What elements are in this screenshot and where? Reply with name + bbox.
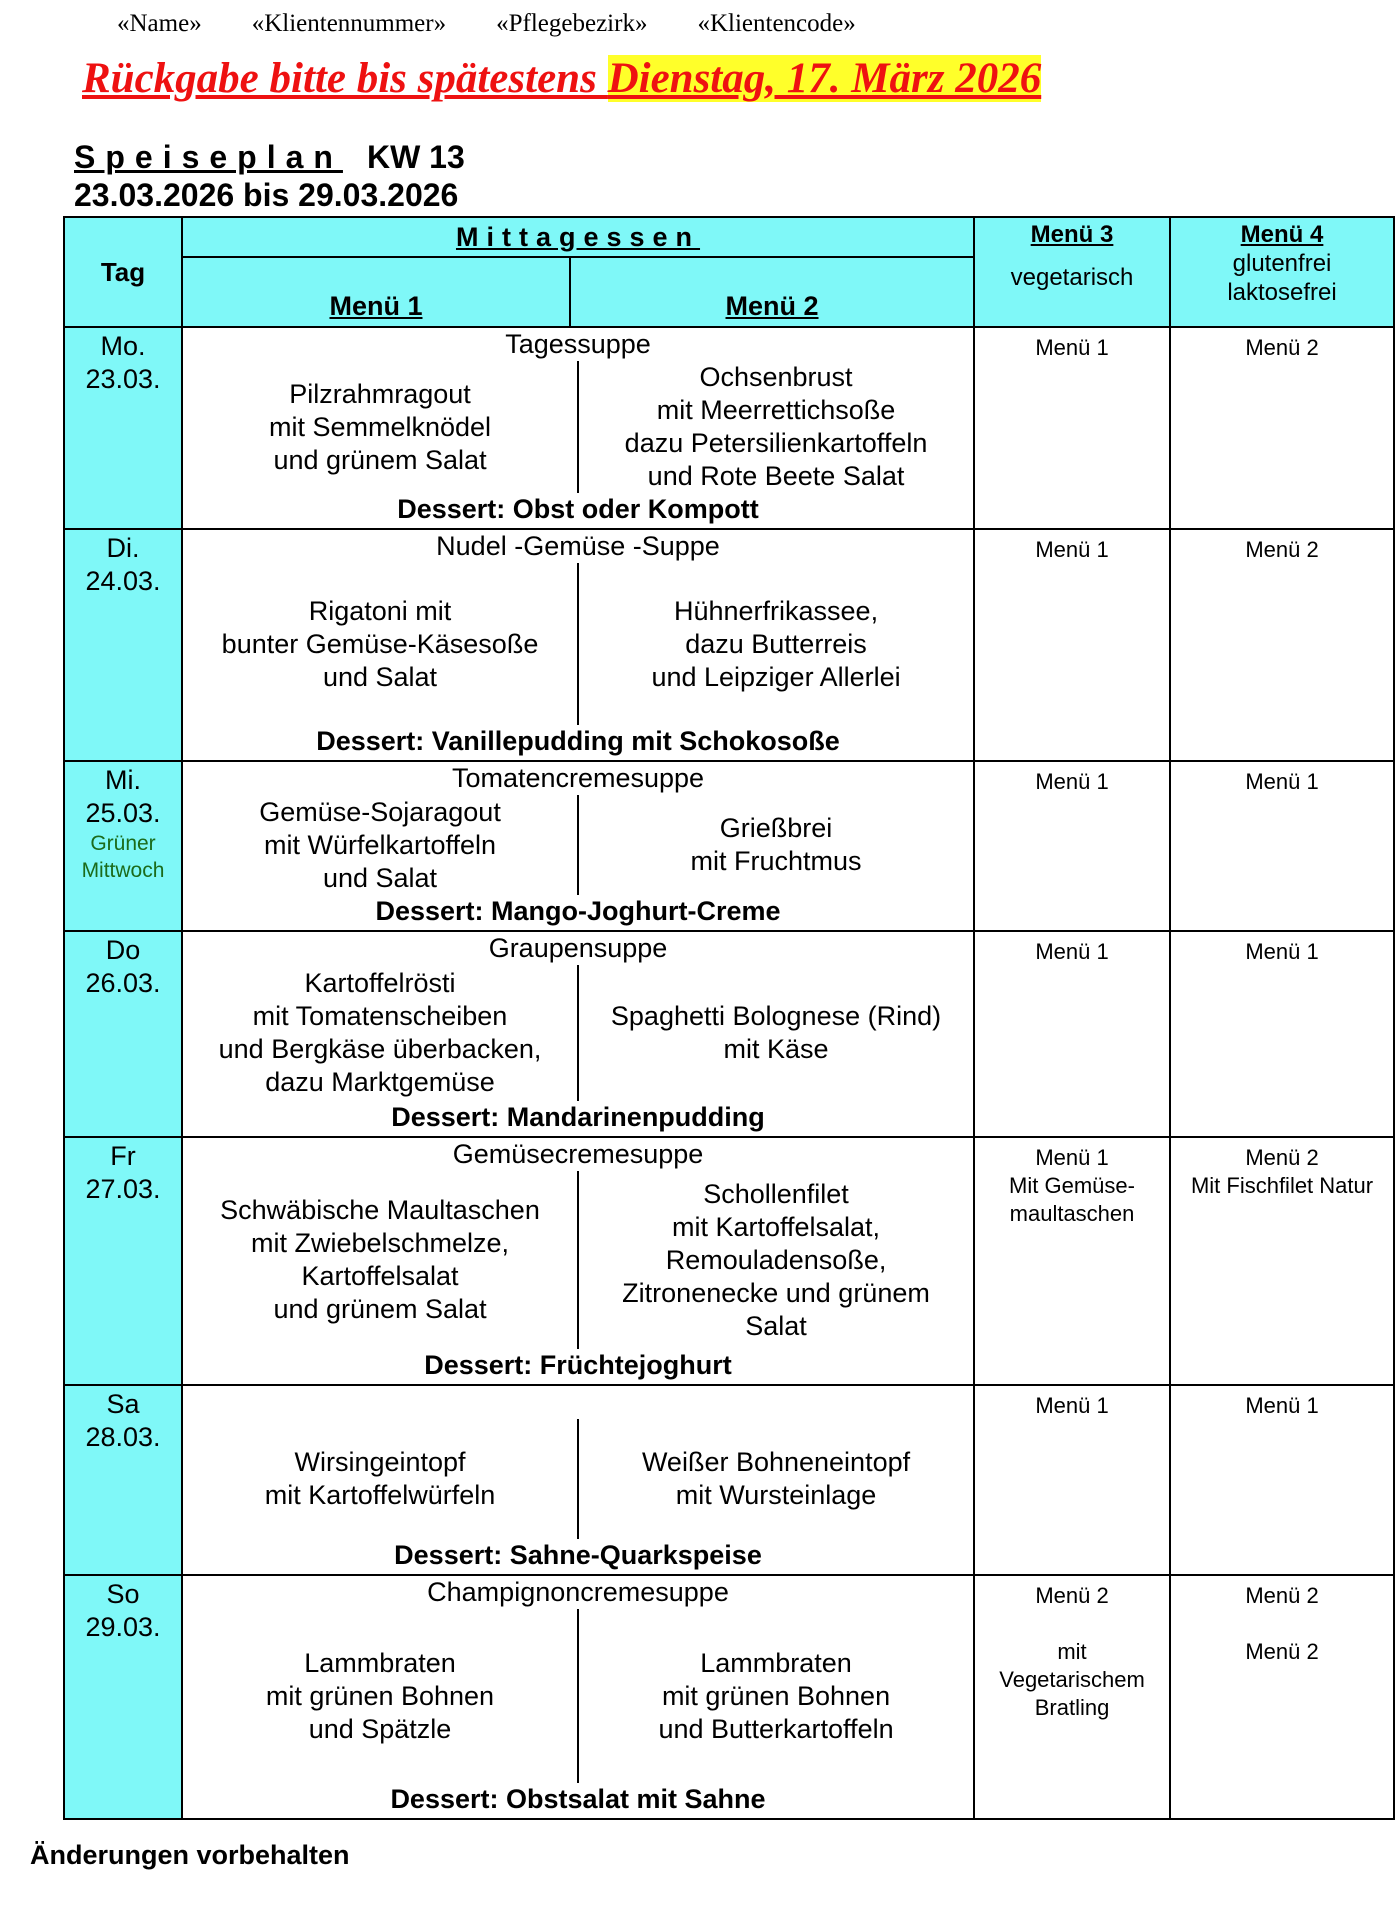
menu4-line: Menü 2 xyxy=(1245,335,1319,360)
menu3-line: Menü 1 xyxy=(1035,1393,1109,1418)
day-date: 27.03. xyxy=(85,1174,161,1204)
dish-line: Lammbraten xyxy=(700,1647,852,1678)
menu4-line: Menü 1 xyxy=(1245,1393,1319,1418)
day-cell xyxy=(64,1385,182,1575)
calendar-week: KW 13 xyxy=(366,139,465,175)
menu3-line: Menü 1 xyxy=(1035,1145,1109,1170)
menu3-line xyxy=(975,1610,1169,1638)
menu4-cell xyxy=(1170,1385,1394,1575)
dish-line: und grünem Salat xyxy=(273,1294,487,1324)
menu3-line: mit xyxy=(1057,1639,1087,1664)
dish-line: mit Semmelknödel xyxy=(268,411,492,442)
menu2-dish xyxy=(579,965,973,1101)
menu1-dish xyxy=(183,1419,579,1539)
dish-line: Kartoffelsalat xyxy=(301,1261,459,1291)
soup xyxy=(183,1386,973,1419)
dish-line: mit Tomatenscheiben xyxy=(252,1001,508,1031)
day-cell xyxy=(64,931,182,1137)
menu4-line xyxy=(1171,1610,1393,1638)
menu3-cell xyxy=(974,761,1170,931)
field-client-code: «Klientencode» xyxy=(697,10,856,37)
dish-line: Spaghetti Bolognese (Rind) xyxy=(610,1001,942,1031)
soup: Nudel -Gemüse -Suppe xyxy=(436,531,720,561)
dish-line: und Leipziger Allerlei xyxy=(651,661,901,692)
menu2-dish xyxy=(579,1171,973,1349)
day-date: 29.03. xyxy=(85,1612,161,1642)
dish-line: Schollenfilet xyxy=(703,1178,849,1209)
dish-line: Kartoffelrösti xyxy=(304,968,456,998)
header-menu2: Menü 2 xyxy=(570,257,974,327)
lunch-cell xyxy=(182,327,974,529)
dessert: Dessert: Vanillepudding mit Schokosoße xyxy=(316,726,840,756)
soup: Tomatencremesuppe xyxy=(451,763,705,793)
dish-line: mit Meerrettichsoße xyxy=(656,395,896,425)
return-notice-prefix: Rückgabe bitte bis spätestens xyxy=(82,55,608,102)
day-date: 25.03. xyxy=(85,798,161,828)
menu2-dish xyxy=(579,1609,973,1783)
menu4-line: Menü 2 xyxy=(1245,1639,1319,1664)
day-cell xyxy=(64,761,182,931)
menu4-line: Menü 2 xyxy=(1245,537,1319,562)
day-date: 23.03. xyxy=(85,364,161,394)
dish-line: mit Zwiebelschmelze, xyxy=(250,1228,510,1258)
dish-line: Rigatoni mit xyxy=(308,595,452,626)
field-name: «Name» xyxy=(117,10,202,37)
menu4-line: Menü 1 xyxy=(1245,769,1319,794)
dish-line: mit Kartoffelsalat, xyxy=(671,1211,881,1242)
day-note: Grüner Mittwoch xyxy=(81,832,165,882)
menu4-cell xyxy=(1170,327,1394,529)
header-lunch: Mittagessen xyxy=(182,217,974,257)
day-name: So xyxy=(106,1579,140,1609)
menu2-dish xyxy=(579,1419,973,1539)
menu3-line: maultaschen xyxy=(1009,1201,1135,1226)
lunch-cell xyxy=(182,1575,974,1819)
dish-line: Zitronenecke und grünem xyxy=(622,1277,930,1308)
menu4-cell xyxy=(1170,1137,1394,1385)
menu3-line: Bratling xyxy=(1034,1695,1110,1720)
menu3-cell xyxy=(974,1137,1170,1385)
lunch-cell xyxy=(182,931,974,1137)
table-row xyxy=(64,931,1394,1137)
dish-line: Gemüse-Sojaragout xyxy=(259,796,501,827)
menu3-cell xyxy=(974,529,1170,761)
dessert: Dessert: Früchtejoghurt xyxy=(424,1350,732,1380)
day-name: Mi. xyxy=(105,765,141,795)
header-day: Tag xyxy=(64,217,182,327)
menu3-line: Mit Gemüse- xyxy=(1009,1173,1135,1198)
menu-title: Speiseplan xyxy=(74,139,343,175)
day-cell xyxy=(64,1575,182,1819)
table-row xyxy=(64,1137,1394,1385)
lunch-cell xyxy=(182,761,974,931)
table-row xyxy=(64,529,1394,761)
menu3-cell xyxy=(974,327,1170,529)
dessert: Dessert: Mango-Joghurt-Creme xyxy=(375,896,781,926)
dish-line: Wirsingeintopf xyxy=(294,1447,466,1477)
dish-line: Schwäbische Maultaschen xyxy=(220,1195,540,1225)
header-menu4: Menü 4 glutenfrei laktosefrei xyxy=(1170,217,1394,327)
dish-line: Ochsenbrust xyxy=(699,362,853,392)
footer-note: Änderungen vorbehalten xyxy=(30,1840,350,1870)
dish-line: und Spätzle xyxy=(308,1713,452,1744)
menu4-cell xyxy=(1170,529,1394,761)
day-name: Mo. xyxy=(100,331,146,361)
day-cell xyxy=(64,529,182,761)
dish-line: dazu Butterreis xyxy=(685,628,867,659)
soup: Graupensuppe xyxy=(488,933,668,963)
menu3-line: Menü 1 xyxy=(1035,939,1109,964)
dish-line: Remouladensoße, xyxy=(665,1244,887,1275)
menu3-cell xyxy=(974,1385,1170,1575)
return-deadline-date: Dienstag, 17. März 2026 xyxy=(607,55,1042,102)
dish-line: mit Fruchtmus xyxy=(690,846,862,876)
return-deadline-notice xyxy=(82,54,1041,103)
field-client-number: «Klientennummer» xyxy=(251,10,447,37)
dish-line: bunter Gemüse-Käsesoße xyxy=(221,628,539,659)
table-row xyxy=(64,761,1394,931)
dish-line: mit Käse xyxy=(723,1034,829,1064)
menu1-dish xyxy=(183,361,579,493)
dish-line: dazu Marktgemüse xyxy=(265,1067,495,1097)
dessert: Dessert: Sahne-Quarkspeise xyxy=(394,1540,762,1570)
menu-table xyxy=(63,216,1395,1820)
dish-line: und Rote Beete Salat xyxy=(647,461,905,491)
menu3-cell xyxy=(974,931,1170,1137)
table-row xyxy=(64,1385,1394,1575)
day-name: Fr xyxy=(110,1141,136,1171)
menu2-dish xyxy=(579,795,973,895)
soup: Gemüsecremesuppe xyxy=(452,1139,704,1169)
menu1-dish xyxy=(183,795,579,895)
menu3-line: Menü 1 xyxy=(1035,537,1109,562)
day-date: 28.03. xyxy=(85,1422,161,1452)
menu4-cell xyxy=(1170,931,1394,1137)
menu4-line: Menü 2 xyxy=(1245,1145,1319,1170)
header-menu3: Menü 3 vegetarisch xyxy=(974,217,1170,327)
dish-line: Lammbraten xyxy=(304,1647,456,1678)
menu3-line: Menü 1 xyxy=(1035,335,1109,360)
menu-heading xyxy=(74,138,465,214)
dish-line: Weißer Bohneneintopf xyxy=(641,1447,911,1477)
menu3-line: Menü 1 xyxy=(1035,769,1109,794)
day-date: 26.03. xyxy=(85,968,161,998)
soup: Tagessuppe xyxy=(505,329,651,359)
dessert: Dessert: Obst oder Kompott xyxy=(397,494,759,524)
date-range: 23.03.2026 bis 29.03.2026 xyxy=(74,177,459,213)
dish-line: und Butterkartoffeln xyxy=(658,1713,894,1744)
dish-line: mit Würfelkartoffeln xyxy=(263,829,497,860)
menu4-cell xyxy=(1170,761,1394,931)
day-cell xyxy=(64,327,182,529)
dish-line: Pilzrahmragout xyxy=(289,378,471,409)
dish-line: und Salat xyxy=(322,661,438,692)
table-row xyxy=(64,1575,1394,1819)
menu2-dish xyxy=(579,361,973,493)
table-header-row xyxy=(64,217,1394,257)
day-name: Do xyxy=(105,935,141,965)
menu4-line: Menü 1 xyxy=(1245,939,1319,964)
menu3-line: Menü 2 xyxy=(1035,1583,1109,1608)
dessert: Dessert: Obstsalat mit Sahne xyxy=(390,1784,766,1814)
dish-line: und Bergkäse überbacken, xyxy=(218,1034,542,1064)
dish-line: mit grünen Bohnen xyxy=(265,1680,495,1711)
menu1-dish xyxy=(183,965,579,1101)
day-name: Sa xyxy=(106,1389,140,1419)
menu2-dish xyxy=(579,563,973,725)
menu1-dish xyxy=(183,563,579,725)
day-name: Di. xyxy=(106,533,140,563)
dish-line: mit grünen Bohnen xyxy=(661,1680,891,1711)
dish-line: mit Wursteinlage xyxy=(675,1480,877,1510)
dish-line: dazu Petersilienkartoffeln xyxy=(624,428,928,458)
dish-line: und Salat xyxy=(322,862,438,893)
menu4-line: Mit Fischfilet Natur xyxy=(1190,1173,1374,1198)
dish-line: Salat xyxy=(745,1310,807,1341)
lunch-cell xyxy=(182,1137,974,1385)
dish-line: Grießbrei xyxy=(719,813,833,843)
dessert: Dessert: Mandarinenpudding xyxy=(391,1102,765,1132)
menu3-cell xyxy=(974,1575,1170,1819)
field-care-district: «Pflegebezirk» xyxy=(496,10,648,37)
menu4-cell xyxy=(1170,1575,1394,1819)
menu1-dish xyxy=(183,1609,579,1783)
table-row xyxy=(64,327,1394,529)
placeholder-fields xyxy=(117,10,906,38)
menu3-line: Vegetarischem xyxy=(999,1667,1145,1692)
soup: Champignoncremesuppe xyxy=(427,1577,729,1607)
day-cell xyxy=(64,1137,182,1385)
dish-line: mit Kartoffelwürfeln xyxy=(264,1480,496,1510)
dish-line: Hühnerfrikassee, xyxy=(673,595,879,626)
menu1-dish xyxy=(183,1171,579,1349)
lunch-cell xyxy=(182,529,974,761)
day-date: 24.03. xyxy=(85,566,161,596)
dish-line: und grünem Salat xyxy=(273,444,487,475)
lunch-cell xyxy=(182,1385,974,1575)
menu4-line: Menü 2 xyxy=(1245,1583,1319,1608)
header-menu1: Menü 1 xyxy=(182,257,570,327)
